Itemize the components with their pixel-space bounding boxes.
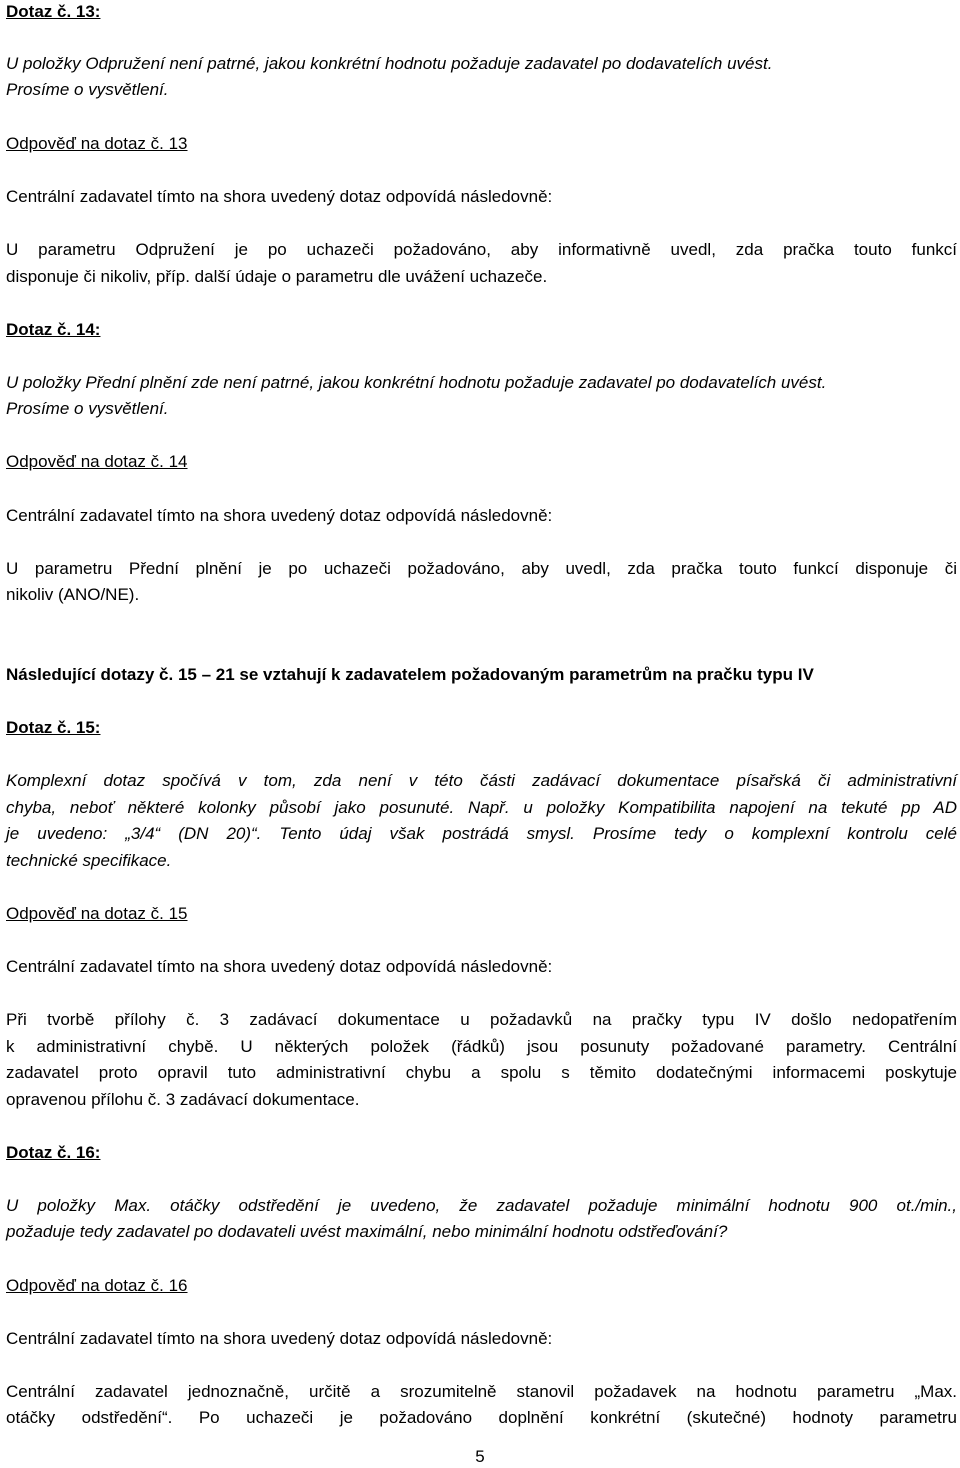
answer-15-text-line-1: Při tvorbě přílohy č. 3 zadávací dokumentace u požadavků na pračky typu IV došlo nedopatřením xyxy=(6,1010,957,1029)
question-15-text-line-1: Komplexní dotaz spočívá v tom, zda není v této části zadávací dokumentace písařská či administrativní xyxy=(6,771,957,790)
answer-16-text-line-1: Centrální zadavatel jednoznačně, určitě a srozumitelně stanovil požadavek na hodnotu parametru „Max. xyxy=(6,1382,957,1401)
question-15-heading: Dotaz č. 15: xyxy=(6,718,101,737)
answer-16-heading: Odpověď na dotaz č. 16 xyxy=(6,1276,188,1295)
question-13-text-line-1: U položky Odpružení není patrné, jakou konkrétní hodnotu požaduje zadavatel po dodavatelích uvést. xyxy=(6,54,773,73)
question-13-heading: Dotaz č. 13: xyxy=(6,2,101,21)
question-14-text-line-2: Prosíme o vysvětlení. xyxy=(6,399,169,418)
answer-15-text-line-4: opravenou přílohu č. 3 zadávací dokumentace. xyxy=(6,1090,360,1109)
answer-15-text-line-2: k administrativní chybě. U některých položek (řádků) jsou posunuty požadované parametry. Centrální xyxy=(6,1037,957,1056)
answer-14-text-line-1: U parametru Přední plnění je po uchazeči požadováno, aby uvedl, zda pračka touto funkcí disponuje či xyxy=(6,559,957,578)
answer-16-text-line-2: otáčky odstředění“. Po uchazeči je požadováno doplnění konkrétní (skutečné) hodnoty parametru xyxy=(6,1408,957,1427)
question-13-text-line-2: Prosíme o vysvětlení. xyxy=(6,80,169,99)
answer-13-heading: Odpověď na dotaz č. 13 xyxy=(6,134,188,153)
answer-13-text-line-2: disponuje či nikoliv, příp. další údaje o parametru dle uvážení uchazeče. xyxy=(6,267,548,286)
page-number: 5 xyxy=(475,1447,485,1466)
answer-15-text-line-3: zadavatel proto opravil tuto administrativní chybu a spolu s těmito dodatečnými informacemi poskytuje xyxy=(6,1063,957,1082)
question-15-text-line-4: technické specifikace. xyxy=(6,851,172,870)
answer-13-text-line-1: U parametru Odpružení je po uchazeči požadováno, aby informativně uvedl, zda pračka touto funkcí xyxy=(6,240,957,259)
question-15-text-line-2: chyba, neboť některé kolonky působí jako posunuté. Např. u položky Kompatibilita napojení na tekuté pp AD xyxy=(6,798,957,817)
question-16-heading: Dotaz č. 16: xyxy=(6,1143,101,1162)
answer-14-heading: Odpověď na dotaz č. 14 xyxy=(6,452,188,471)
question-15-text-line-3: je uvedeno: „3/4“ (DN 20)“. Tento údaj však postrádá smysl. Prosíme tedy o komplexní kontrolu celé xyxy=(6,824,957,843)
section-note: Následující dotazy č. 15 – 21 se vztahují k zadavatelem požadovaným parametrům na pračku typu IV xyxy=(6,665,814,684)
question-16-text-line-1: U položky Max. otáčky odstředění je uvedeno, že zadavatel požaduje minimální hodnotu 900 ot./min., xyxy=(6,1196,957,1215)
answer-14-text-line-2: nikoliv (ANO/NE). xyxy=(6,585,140,604)
answer-15-intro: Centrální zadavatel tímto na shora uvedený dotaz odpovídá následovně: xyxy=(6,957,553,976)
answer-16-intro: Centrální zadavatel tímto na shora uvedený dotaz odpovídá následovně: xyxy=(6,1329,553,1348)
question-16-text-line-2: požaduje tedy zadavatel po dodavateli uvést maximální, nebo minimální hodnotu odstřeďování? xyxy=(6,1222,728,1241)
question-14-heading: Dotaz č. 14: xyxy=(6,320,101,339)
answer-15-heading: Odpověď na dotaz č. 15 xyxy=(6,904,188,923)
question-14-text-line-1: U položky Přední plnění zde není patrné, jakou konkrétní hodnotu požaduje zadavatel po dodavatelích uvést. xyxy=(6,373,827,392)
answer-13-intro: Centrální zadavatel tímto na shora uvedený dotaz odpovídá následovně: xyxy=(6,187,553,206)
answer-14-intro: Centrální zadavatel tímto na shora uvedený dotaz odpovídá následovně: xyxy=(6,506,553,525)
